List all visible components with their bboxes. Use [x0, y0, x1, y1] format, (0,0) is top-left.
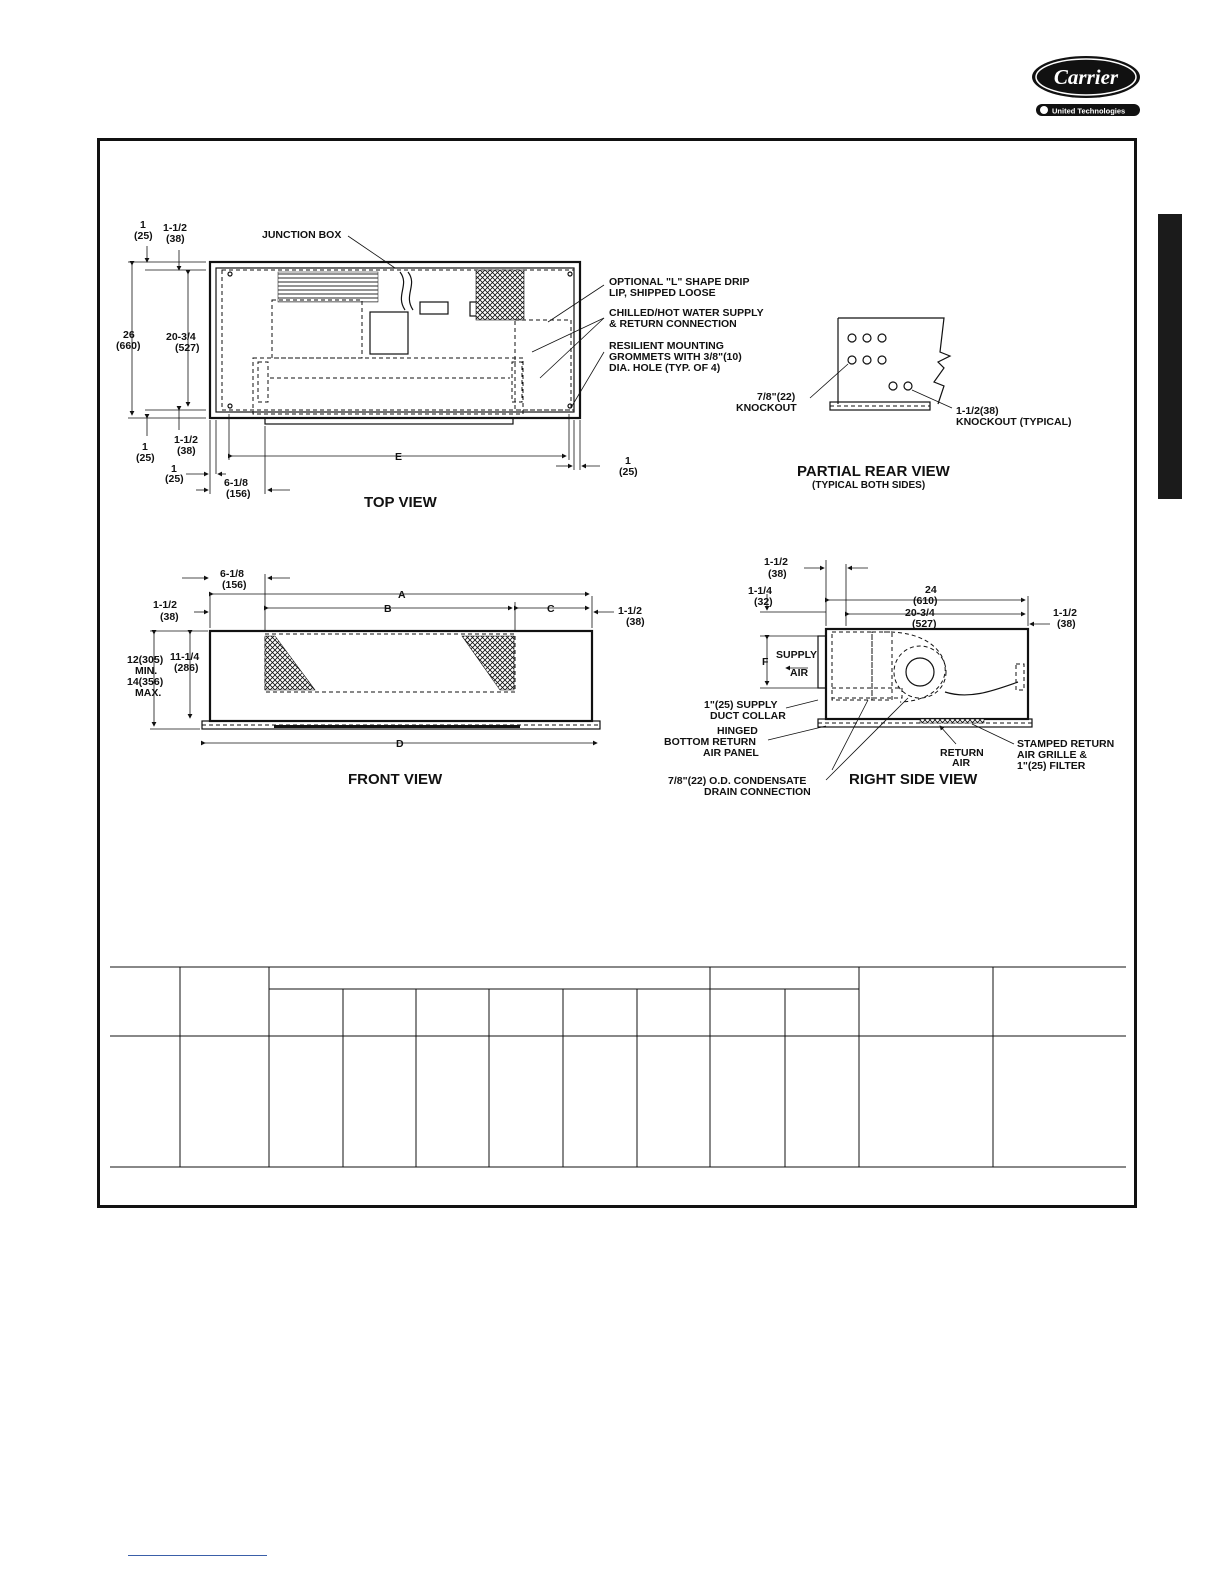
front-dim-6-125-mm: (156)	[222, 579, 247, 591]
rear-view-subtitle: (TYPICAL BOTH SIDES)	[812, 480, 926, 491]
side-label-collar-1: 1"(25) SUPPLY	[704, 699, 778, 711]
front-dim-height-min: 12(305)	[127, 654, 164, 666]
side-dim-20-75-mm: (527)	[912, 618, 937, 630]
side-label-grille-2: AIR GRILLE &	[1017, 749, 1087, 761]
rear-knockout-112-2: KNOCKOUT (TYPICAL)	[956, 416, 1072, 428]
dim-1-5-top: 1-1/2	[163, 222, 187, 234]
side-dim-1-25: 1-1/4	[748, 585, 772, 597]
side-label-grille-3: 1"(25) FILTER	[1017, 760, 1086, 772]
front-dim-min: MIN.	[135, 665, 158, 677]
right-side-view	[664, 556, 1114, 798]
side-label-hinged-2: BOTTOM RETURN	[664, 736, 756, 748]
label-grommet-3: DIA. HOLE (TYP. OF 4)	[609, 362, 721, 374]
side-label-return-2: AIR	[952, 757, 971, 769]
dim-1-right-mm: (25)	[619, 466, 638, 478]
dim-6-125: 6-1/8	[224, 477, 248, 489]
dim-1-c: 1	[171, 463, 177, 475]
side-dim-1-5-top: 1-1/2	[764, 556, 788, 568]
label-grommet-2: GROMMETS WITH 3/8"(10)	[609, 351, 742, 363]
rear-view-title: PARTIAL REAR VIEW	[797, 463, 950, 480]
label-grommet-1: RESILIENT MOUNTING	[609, 340, 724, 352]
side-view-title: RIGHT SIDE VIEW	[849, 771, 978, 788]
dim-1-bottom-mm: (25)	[136, 452, 155, 464]
dim-6-125-mm: (156)	[226, 488, 251, 500]
rear-knockout-78-1: 7/8"(22)	[757, 391, 796, 403]
front-dim-max: MAX.	[135, 687, 162, 699]
dim-26: 26	[123, 329, 135, 341]
side-label-drain-1: 7/8"(22) O.D. CONDENSATE	[668, 775, 807, 787]
front-dim-height-max: 14(356)	[127, 676, 164, 688]
dim-e: E	[395, 451, 403, 463]
side-label-hinged-3: AIR PANEL	[703, 747, 759, 759]
side-label-drain-2: DRAIN CONNECTION	[704, 786, 811, 798]
front-dim-11-25-mm: (286)	[174, 662, 199, 674]
front-dim-1-5-left: 1-1/2	[153, 599, 177, 611]
front-dim-1-5-right-mm: (38)	[626, 616, 645, 628]
side-label-grille-1: STAMPED RETURN	[1017, 738, 1115, 750]
top-view	[116, 219, 764, 511]
front-dim-d: D	[396, 738, 404, 750]
dim-1-right: 1	[625, 455, 631, 467]
side-label-hinged-1: HINGED	[717, 725, 758, 737]
dim-1-5-bottom: 1-1/2	[174, 434, 198, 446]
brand-tagline: United Technologies	[1052, 106, 1126, 116]
front-dim-1-5-left-mm: (38)	[160, 611, 179, 623]
side-label-return-1: RETURN	[940, 747, 984, 759]
front-view-title: FRONT VIEW	[348, 771, 443, 788]
side-dim-f: F	[762, 656, 769, 668]
rear-knockout-112-1: 1-1/2(38)	[956, 405, 999, 417]
partial-rear-view	[736, 318, 1072, 491]
side-label-supply: SUPPLY	[776, 649, 818, 661]
front-dim-c: C	[547, 603, 555, 615]
front-dim-1-5-right: 1-1/2	[618, 605, 642, 617]
dim-1-top-mm: (25)	[134, 230, 153, 242]
label-drip-lip-2: LIP, SHIPPED LOOSE	[609, 287, 716, 299]
side-dim-1-5-right: 1-1/2	[1053, 607, 1077, 619]
dim-20-75-mm: (527)	[175, 342, 200, 354]
footer-link-underline[interactable]	[128, 1555, 267, 1556]
side-dim-24-mm: (610)	[913, 595, 938, 607]
label-junction-box: JUNCTION BOX	[262, 229, 342, 241]
front-view	[127, 568, 645, 788]
side-dim-24: 24	[925, 584, 937, 596]
side-dim-1-25-mm: (32)	[754, 596, 773, 608]
front-dim-11-25: 11-1/4	[170, 651, 200, 663]
side-label-air: AIR	[790, 667, 809, 679]
label-drip-lip-1: OPTIONAL "L" SHAPE DRIP	[609, 276, 750, 288]
label-water-1: CHILLED/HOT WATER SUPPLY	[609, 307, 764, 319]
dim-1-top: 1	[140, 219, 146, 231]
brand-name: Carrier	[1053, 65, 1119, 89]
top-view-title: TOP VIEW	[364, 494, 437, 511]
dim-1-5-top-mm: (38)	[166, 233, 185, 245]
dim-20-75: 20-3/4	[166, 331, 196, 343]
side-label-collar-2: DUCT COLLAR	[710, 710, 786, 722]
front-dim-b: B	[384, 603, 392, 615]
dim-1-5-bottom-mm: (38)	[177, 445, 196, 457]
dim-1-bottom: 1	[142, 441, 148, 453]
side-dim-1-5-top-mm: (38)	[768, 568, 787, 580]
rear-knockout-78-2: KNOCKOUT	[736, 402, 797, 414]
side-dim-1-5-right-mm: (38)	[1057, 618, 1076, 630]
dim-26-mm: (660)	[116, 340, 141, 352]
front-dim-6-125: 6-1/8	[220, 568, 244, 580]
label-water-2: & RETURN CONNECTION	[609, 318, 737, 330]
side-dim-20-75: 20-3/4	[905, 607, 935, 619]
dim-1-c-mm: (25)	[165, 473, 184, 485]
dimension-table	[110, 967, 1126, 1167]
front-dim-a: A	[398, 589, 406, 601]
